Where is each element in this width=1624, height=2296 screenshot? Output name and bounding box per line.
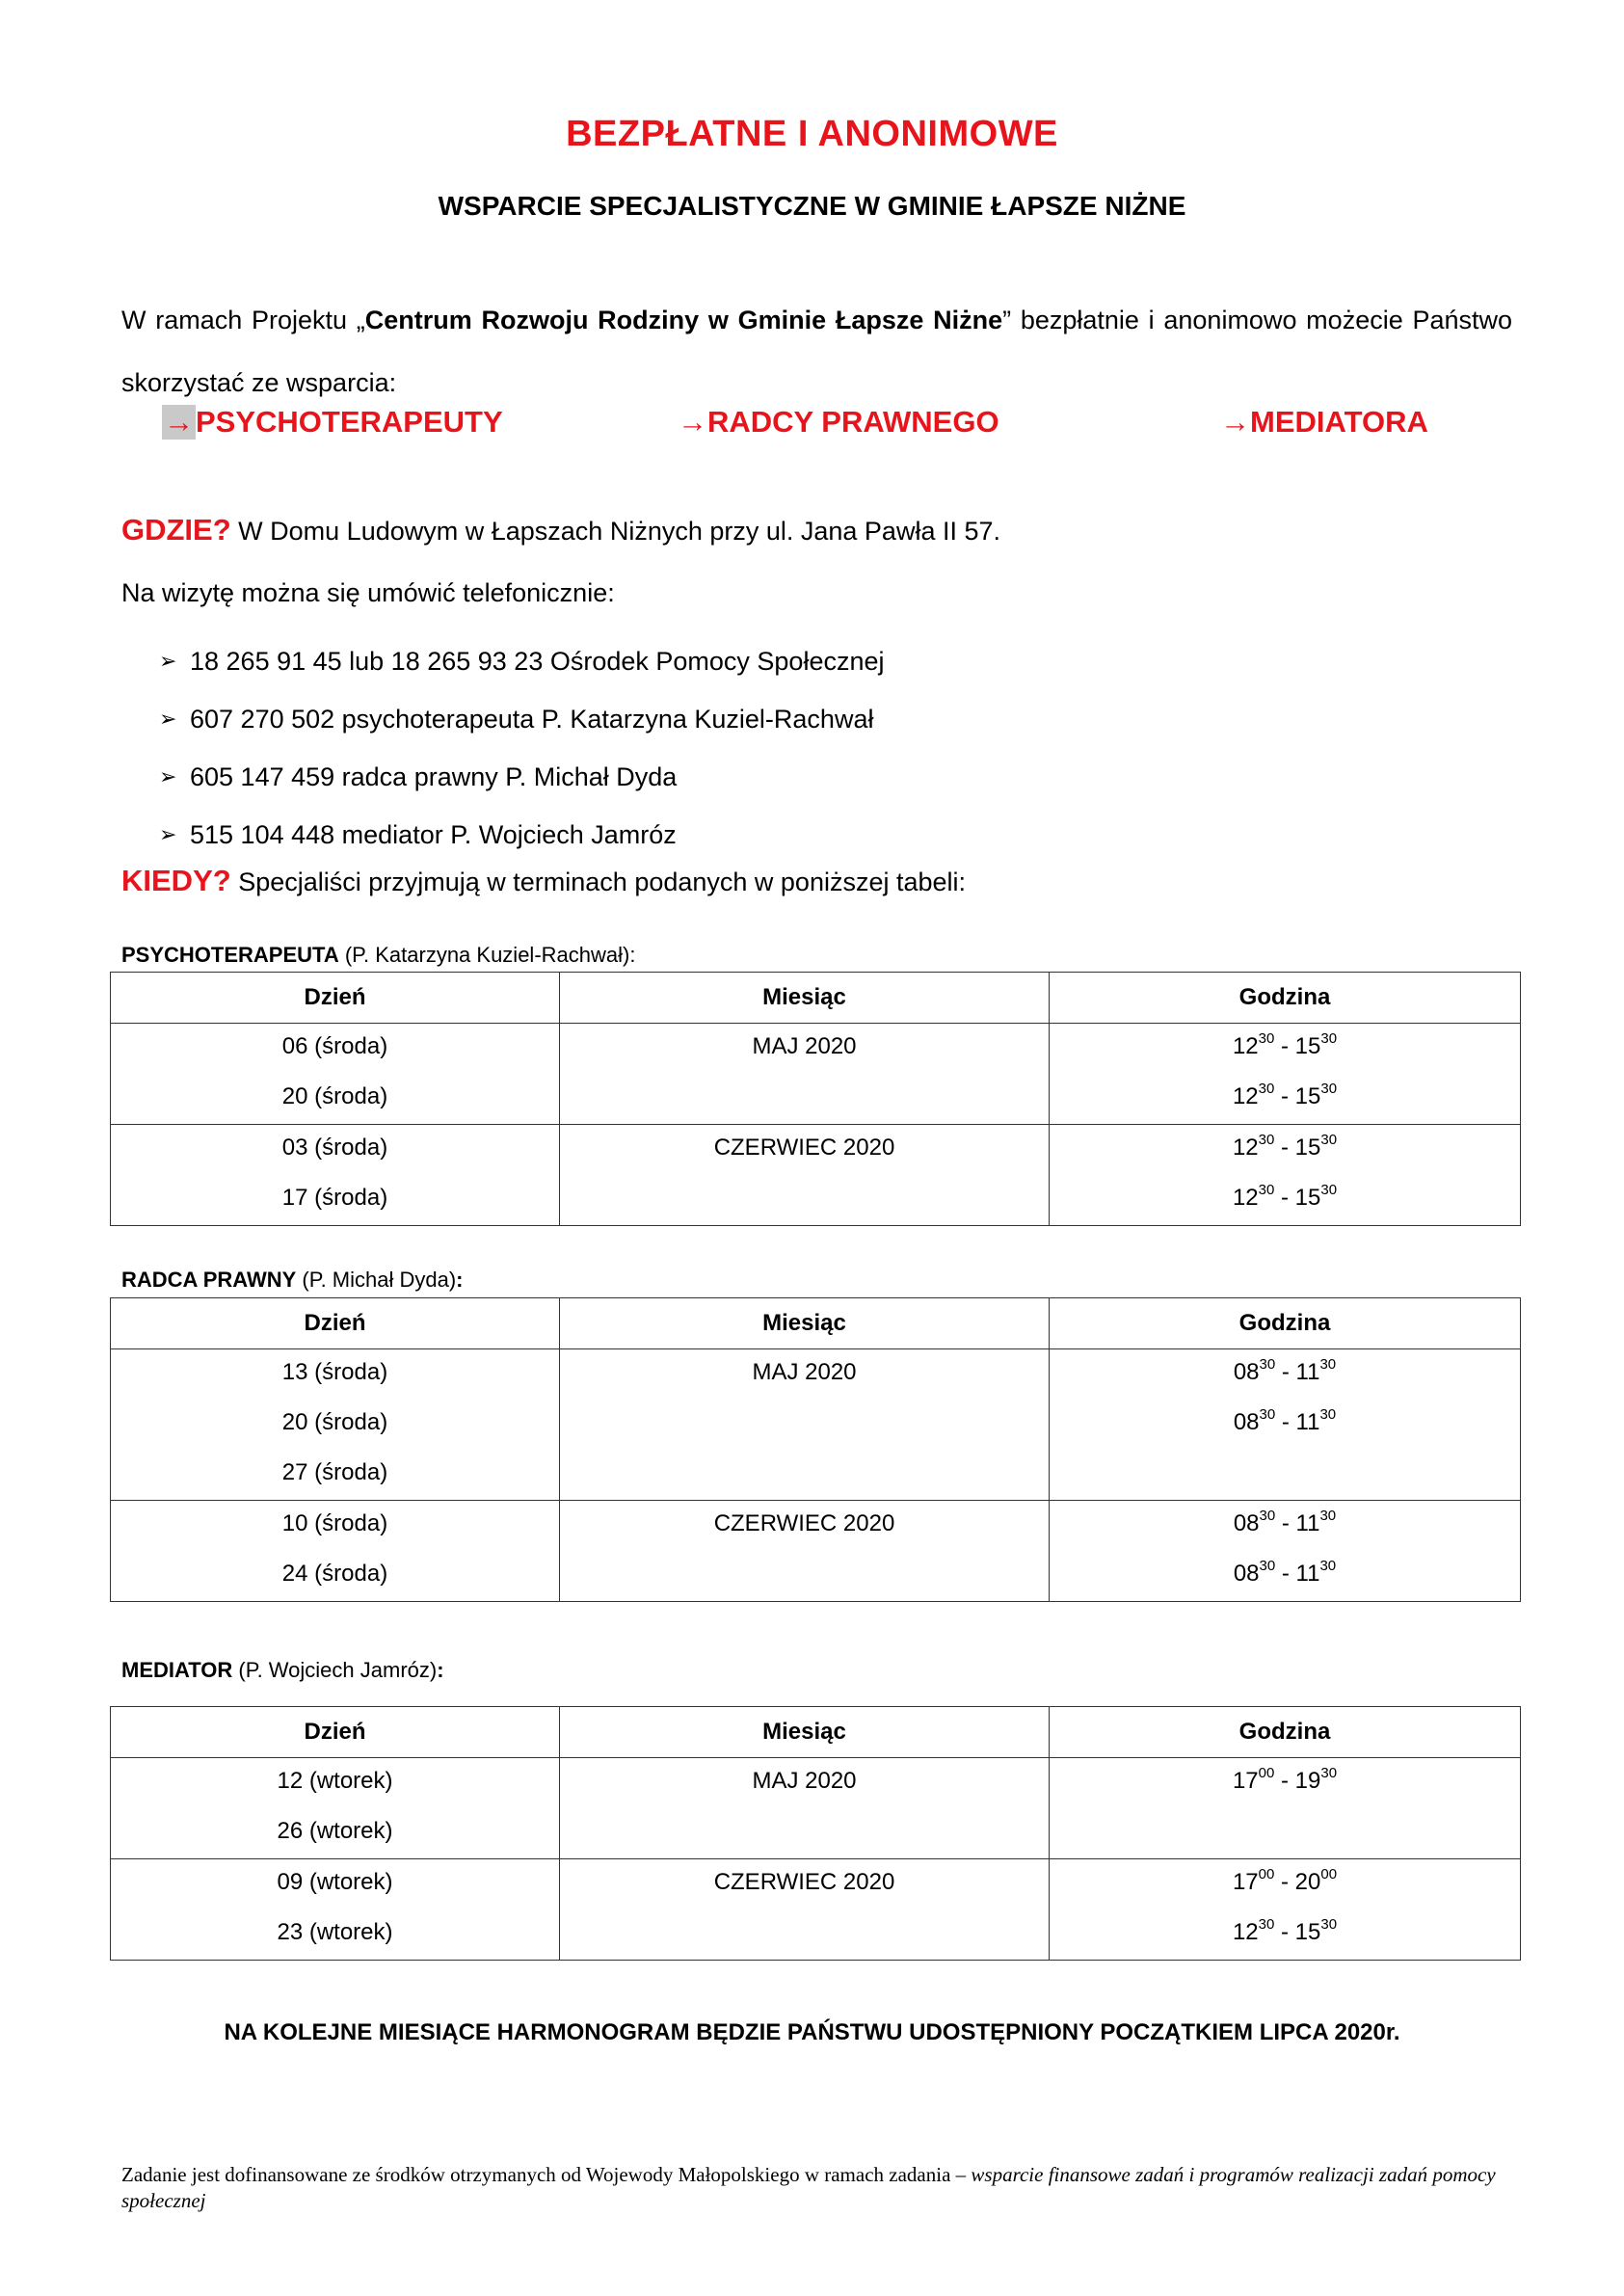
day-value: 20 (środa) <box>281 1083 388 1109</box>
caption-role: MEDIATOR <box>121 1658 233 1682</box>
column-header-day: Dzień <box>111 1298 560 1349</box>
month-value: MAJ 2020 <box>752 1768 857 1794</box>
column-header-month: Miesiąc <box>560 973 1050 1024</box>
day-value: 13 (środa) <box>281 1359 388 1385</box>
day-cell <box>111 1024 560 1125</box>
caption-person: (P. Katarzyna Kuziel-Rachwał): <box>338 943 636 967</box>
month-cell <box>560 1349 1050 1501</box>
table-row <box>111 1349 1521 1501</box>
day-value: 12 (wtorek) <box>277 1768 393 1794</box>
day-value: 03 (środa) <box>281 1135 388 1161</box>
caption-role: PSYCHOTERAPEUTA <box>121 943 339 967</box>
day-value: 26 (wtorek) <box>277 1818 393 1844</box>
table-header-row <box>111 1298 1521 1349</box>
contact-text: 607 270 502 psychoterapeuta P. Katarzyna Kuziel-Rachwał <box>190 704 874 734</box>
when-text: Specjaliści przyjmują w terminach podanych w poniższej tabeli: <box>230 868 967 896</box>
service-mediator <box>1220 405 1428 440</box>
table-row <box>111 1024 1521 1125</box>
arrow-bullet-icon: ➢ <box>159 707 177 731</box>
day-cell <box>111 1125 560 1226</box>
contact-text: 515 104 448 mediator P. Wojciech Jamróz <box>190 819 677 849</box>
where-line <box>121 513 1000 547</box>
table-row <box>111 1859 1521 1961</box>
day-value: 10 (środa) <box>281 1510 388 1536</box>
right-arrow-icon: → <box>164 405 194 439</box>
month-cell <box>560 1859 1050 1961</box>
month-value: CZERWIEC 2020 <box>713 1510 895 1536</box>
caption-role: RADCA PRAWNY <box>121 1268 297 1292</box>
hour-value: $08^{30} - 11^{30}$ <box>1233 1508 1337 1536</box>
intro-text-after: ” bezpłatnie i anonimowo możecie Państwo skorzystać ze wsparcia: <box>121 306 1513 397</box>
contact-list <box>159 632 885 864</box>
list-item <box>159 806 885 864</box>
caption-suffix: : <box>437 1658 444 1682</box>
arrow-bullet-icon: ➢ <box>159 764 177 788</box>
day-value: 27 (środa) <box>281 1459 388 1485</box>
where-text: W Domu Ludowym w Łapszach Niżnych przy ul. Jana Pawła II 57. <box>230 517 1001 546</box>
schedule-notice: NA KOLEJNE MIESIĄCE HARMONOGRAM BĘDZIE PAŃSTWU UDOSTĘPNIONY POCZĄTKIEM LIPCA 2020r. <box>224 2019 1400 2045</box>
when-label: KIEDY? <box>121 864 231 897</box>
day-value: 20 (środa) <box>281 1409 388 1435</box>
project-name: Centrum Rozwoju Rodziny w Gminie Łapsze Niżne <box>364 306 1003 334</box>
hour-value: $12^{30} - 15^{30}$ <box>1232 1030 1338 1059</box>
service-label: PSYCHOTERAPEUTY <box>196 405 503 439</box>
right-arrow-icon: → <box>678 405 707 439</box>
column-header-month: Miesiąc <box>560 1707 1050 1758</box>
hour-value: $12^{30} - 15^{30}$ <box>1232 1132 1338 1161</box>
list-item <box>159 690 885 748</box>
month-value: MAJ 2020 <box>752 1359 857 1385</box>
schedule-table-mediator <box>110 1706 1521 1961</box>
column-header-day: Dzień <box>111 1707 560 1758</box>
day-cell <box>111 1501 560 1602</box>
day-cell <box>111 1859 560 1961</box>
day-value: 24 (środa) <box>281 1561 388 1587</box>
hour-value: $12^{30} - 15^{30}$ <box>1232 1081 1338 1109</box>
column-header-day: Dzień <box>111 973 560 1024</box>
service-label: MEDIATORA <box>1250 405 1428 439</box>
month-value: MAJ 2020 <box>752 1033 857 1059</box>
day-cell <box>111 1349 560 1501</box>
column-header-hour: Godzina <box>1050 1707 1521 1758</box>
month-cell <box>560 1024 1050 1125</box>
arrow-bullet-icon: ➢ <box>159 822 177 846</box>
table-caption-mediator <box>121 1658 444 1683</box>
hour-value: $17^{00} - 19^{30}$ <box>1232 1765 1338 1794</box>
funding-text: Zadanie jest dofinansowane ze środków otrzymanych od Wojewody Małopolskiego w ramach zadania – <box>121 2163 972 2186</box>
table-caption-psychotherapist <box>121 943 635 968</box>
hour-value: $08^{30} - 11^{30}$ <box>1233 1558 1337 1587</box>
list-item <box>159 748 885 806</box>
hour-value: $12^{30} - 15^{30}$ <box>1232 1916 1338 1945</box>
day-cell <box>111 1758 560 1859</box>
funding-italic-text: wsparcie finansowe zadań i programów realizacji zadań pomocy społecznej <box>121 2163 1496 2212</box>
contact-text: 605 147 459 radca prawny P. Michał Dyda <box>190 761 678 791</box>
hour-cell <box>1050 1125 1521 1226</box>
page-subtitle: WSPARCIE SPECJALISTYCZNE W GMINIE ŁAPSZE NIŻNE <box>438 191 1186 221</box>
right-arrow-icon: → <box>1220 405 1250 439</box>
column-header-hour: Godzina <box>1050 1298 1521 1349</box>
day-value: 09 (wtorek) <box>277 1869 393 1895</box>
hour-cell <box>1050 1349 1521 1501</box>
table-caption-legal-advisor <box>121 1268 464 1293</box>
caption-suffix: : <box>456 1268 464 1292</box>
month-cell <box>560 1125 1050 1226</box>
caption-person: (P. Michał Dyda) <box>296 1268 457 1292</box>
table-header-row <box>111 1707 1521 1758</box>
hour-value: $12^{30} - 15^{30}$ <box>1232 1182 1338 1211</box>
month-cell <box>560 1501 1050 1602</box>
month-value: CZERWIEC 2020 <box>713 1869 895 1895</box>
schedule-table-legal-advisor <box>110 1297 1521 1602</box>
table-header-row <box>111 973 1521 1024</box>
column-header-month: Miesiąc <box>560 1298 1050 1349</box>
contact-text: 18 265 91 45 lub 18 265 93 23 Ośrodek Pomocy Społecznej <box>190 646 885 676</box>
hour-value: $17^{00} - 20^{00}$ <box>1232 1866 1338 1895</box>
hour-value: $08^{30} - 11^{30}$ <box>1233 1406 1337 1435</box>
day-value: 17 (środa) <box>281 1185 388 1211</box>
service-legal-advisor <box>678 405 999 440</box>
column-header-hour: Godzina <box>1050 973 1521 1024</box>
day-value: 06 (środa) <box>281 1033 388 1059</box>
month-cell <box>560 1758 1050 1859</box>
table-row <box>111 1758 1521 1859</box>
hour-cell <box>1050 1501 1521 1602</box>
funding-note <box>121 2162 1519 2214</box>
table-row <box>111 1125 1521 1226</box>
appointment-text: Na wizytę można się umówić telefonicznie: <box>121 578 615 607</box>
when-line <box>121 864 966 898</box>
list-item <box>159 632 885 690</box>
intro-paragraph <box>121 289 1512 414</box>
hour-cell <box>1050 1758 1521 1859</box>
intro-text-before: W ramach Projektu „ <box>121 306 365 334</box>
page-title: BEZPŁATNE I ANONIMOWE <box>566 114 1058 154</box>
schedule-table-psychotherapist <box>110 972 1521 1226</box>
where-label: GDZIE? <box>121 513 231 547</box>
hour-value: $08^{30} - 11^{30}$ <box>1233 1356 1337 1385</box>
service-psychotherapist <box>162 405 503 440</box>
arrow-bullet-icon: ➢ <box>159 649 177 673</box>
service-label: RADCY PRAWNEGO <box>707 405 999 439</box>
hour-cell <box>1050 1024 1521 1125</box>
hour-cell <box>1050 1859 1521 1961</box>
day-value: 23 (wtorek) <box>277 1919 393 1945</box>
month-value: CZERWIEC 2020 <box>713 1135 895 1161</box>
table-row <box>111 1501 1521 1602</box>
caption-person: (P. Wojciech Jamróz) <box>232 1658 438 1682</box>
